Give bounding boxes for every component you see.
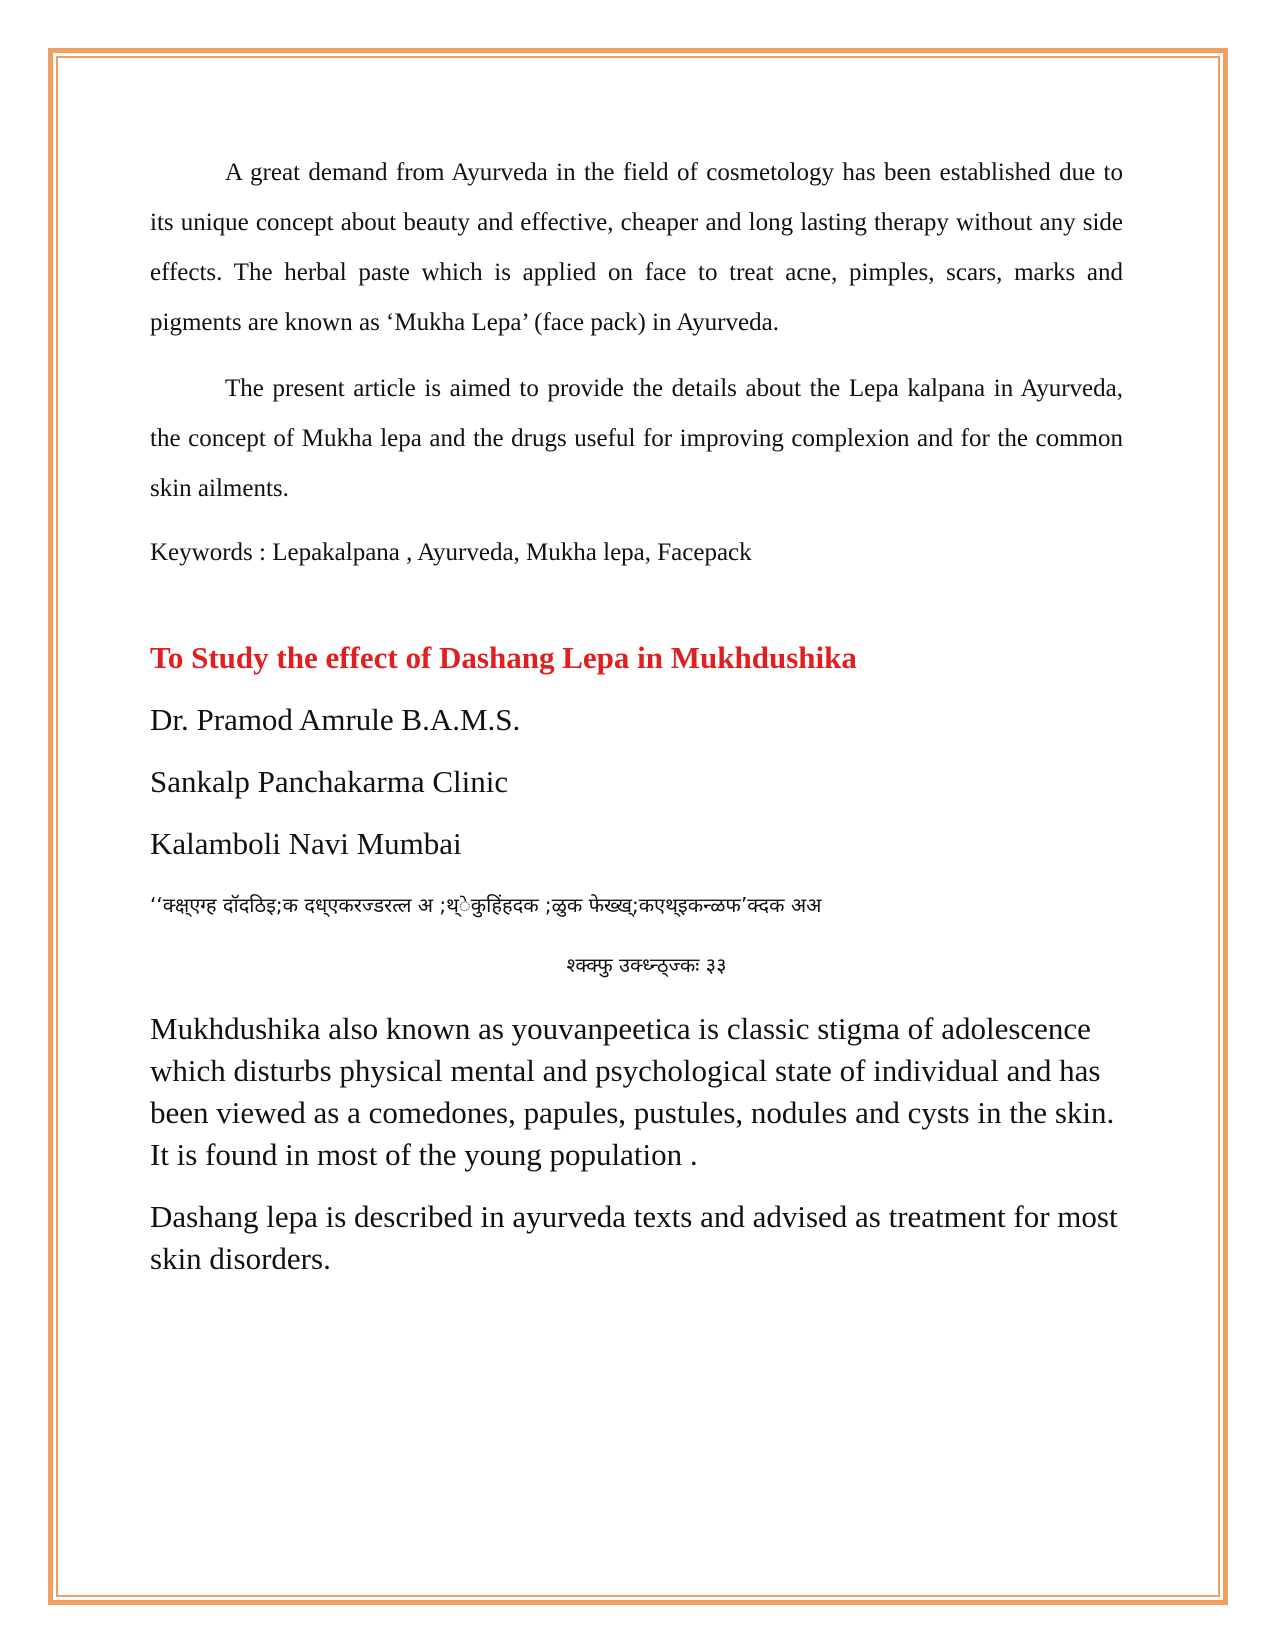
author-affiliation: Sankalp Panchakarma Clinic xyxy=(150,764,509,799)
author-location: Kalamboli Navi Mumbai xyxy=(150,826,462,861)
abstract-paragraph-1: A great demand from Ayurveda in the field of cosmetology has been established due to its unique concept about beauty and effective, cheaper and long lasting therapy without any side effects. The herbal paste which is applied on face to treat acne, pimples, scars, marks and pigments are known as ‘Mukha Lepa’ (face pack) in Ayurveda. xyxy=(150,159,1123,336)
abstract-paragraph-2: The present article is aimed to provide the details about the Lepa kalpana in Ayurveda, the concept of Mukha lepa and the drugs useful for improving complexion and for the common skin ailments. xyxy=(150,375,1123,502)
body-paragraph-2: Dashang lepa is described in ayurveda texts and advised as treatment for most skin disorders. xyxy=(150,1199,1118,1276)
keywords-line: Keywords : Lepakalpana , Ayurveda, Mukha lepa, Facepack xyxy=(150,539,752,566)
body-paragraph-1: Mukhdushika also known as youvanpeetica is classic stigma of adolescence which disturbs physical mental and psychological state of individual and has been viewed as a comedones, papules, pustules, nodules and cysts in the skin. It is found in most of the young population . xyxy=(150,1011,1115,1172)
author-name: Dr. Pramod Amrule B.A.M.S. xyxy=(150,702,521,737)
sanskrit-verse-line-2: श्क्क्फु उक्ध्न्ठ्ज्कः ३३ xyxy=(566,953,727,977)
page-content xyxy=(150,148,1123,1280)
sanskrit-verse-line-1: ‘‘क्क्ष्एग्ह दॉदठिइ;क दध्एकरज्डरत्ल अ ;थ्ेकुहिंहदक ;ळुक फेख्ख्;कएथ्इकन्ळफ’क्दक अअ xyxy=(150,893,822,917)
article-title: To Study the effect of Dashang Lepa in Mukhdushika xyxy=(150,640,857,675)
